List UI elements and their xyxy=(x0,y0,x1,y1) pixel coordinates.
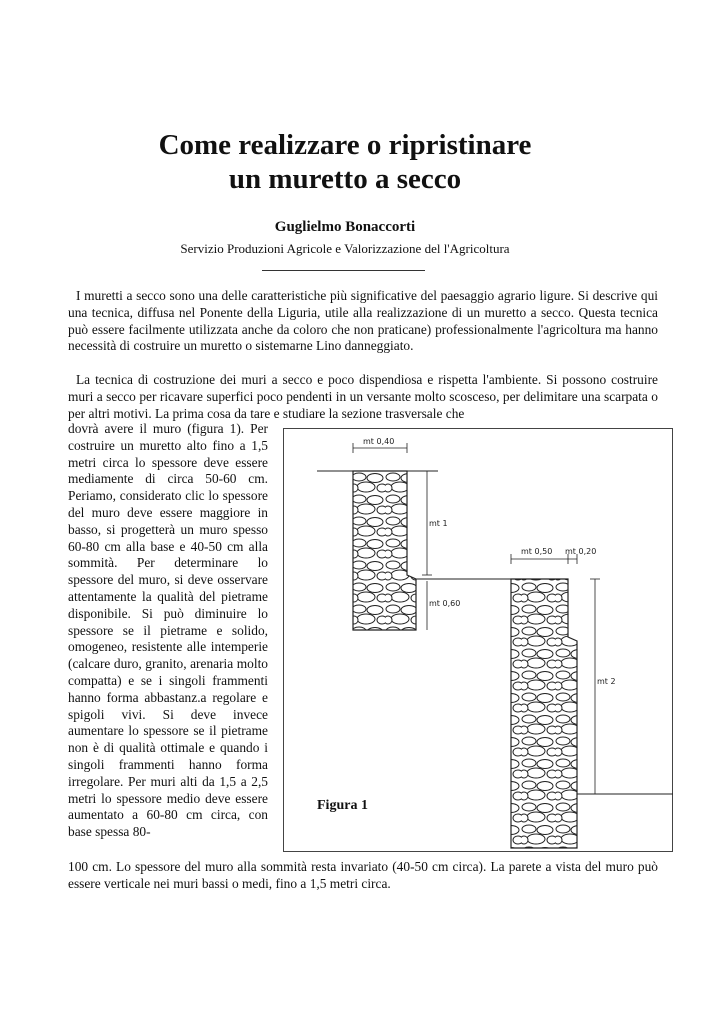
page-title xyxy=(0,128,690,196)
label-top-large-a: mt 0,50 xyxy=(521,547,553,556)
paragraph-1 xyxy=(68,288,658,355)
wall-section-diagram xyxy=(283,428,673,852)
paragraph-2-tail-text: 100 cm. Lo spessore del muro alla sommità resta invariato (40-50 cm circa). La parete a vista del muro può essere verticale nei muri bassi o medi, fino a 1,5 metri circa. xyxy=(68,859,658,891)
figure-caption: Figura 1 xyxy=(317,798,368,813)
label-top-small: mt 0,40 xyxy=(363,437,395,446)
author-name: Guglielmo Bonaccorti xyxy=(274,219,416,235)
paragraph-1-text: I muretti a secco sono una delle caratteristiche più significative del paesaggio agrario ligure. Si descrive qui una tecnica, diffusa nel Ponente della Liguria, utile alla realizzazione di un muretto a secco. Questa tecnica può essere facilmente utilizzata anche da coloro che non praticane) professionalmente l'agricoltura ma hanno necessità di costruire un muretto o sistemarne Lino danneggiato. xyxy=(68,288,658,354)
figure-1 xyxy=(283,428,673,852)
title-line-1: Come realizzare o ripristinare xyxy=(158,129,532,161)
title-line-2: un muretto a secco xyxy=(228,163,462,195)
label-height-small: mt 1 xyxy=(429,519,448,528)
title-divider xyxy=(262,270,425,271)
label-base-small: mt 0,60 xyxy=(429,599,461,608)
paragraph-2-column-text: dovrà avere il muro (figura 1). Per costruire un muretto alto fino a 1,5 metri circa lo spessore deve essere mediamente di circa 50-60 cm. Periamo, considerato clic lo spessore del muro deve essere maggiore in basso, si progetterà un muro spesso 60-80 cm alla base e 40-50 cm alla sommità. Per determinare lo spessore del muro, si deve osservare attentamente la qualità del pietrame disponibile. Si può diminuire lo spessore se il pietrame e solido, omogeneo, resistente alle intemperie (calcare duro, granito, arenaria molto compatta) e se i singoli frammenti hanno forma abbastanz.a regolare e spigoli vivi. Si deve invece aumentare lo spessore se il pietrame non è di qualità ottimale e quando i singoli frammenti hanno forma irregolare. Per muri alti da 1,5 a 2,5 metri lo spessore medio deve essere aumentato a 60-80 cm circa, con base spessa 80- xyxy=(68,421,268,840)
paragraph-2 xyxy=(68,372,658,422)
paragraph-2-text: La tecnica di costruzione dei muri a secco e poco dispendiosa e rispetta l'ambiente. Si possono costruire muri a secco per ricavare superfici poco pendenti in un versante molto scosceso, per delimitare una scarpata o per altri motivi. La prima cosa da tare e studiare la sezione trasversale che xyxy=(68,372,658,421)
label-height-large: mt 2 xyxy=(597,677,616,686)
author-affiliation: Servizio Produzioni Agricole e Valorizzazione del l'Agricoltura xyxy=(180,241,510,256)
label-top-large-b: mt 0,20 xyxy=(565,547,597,556)
